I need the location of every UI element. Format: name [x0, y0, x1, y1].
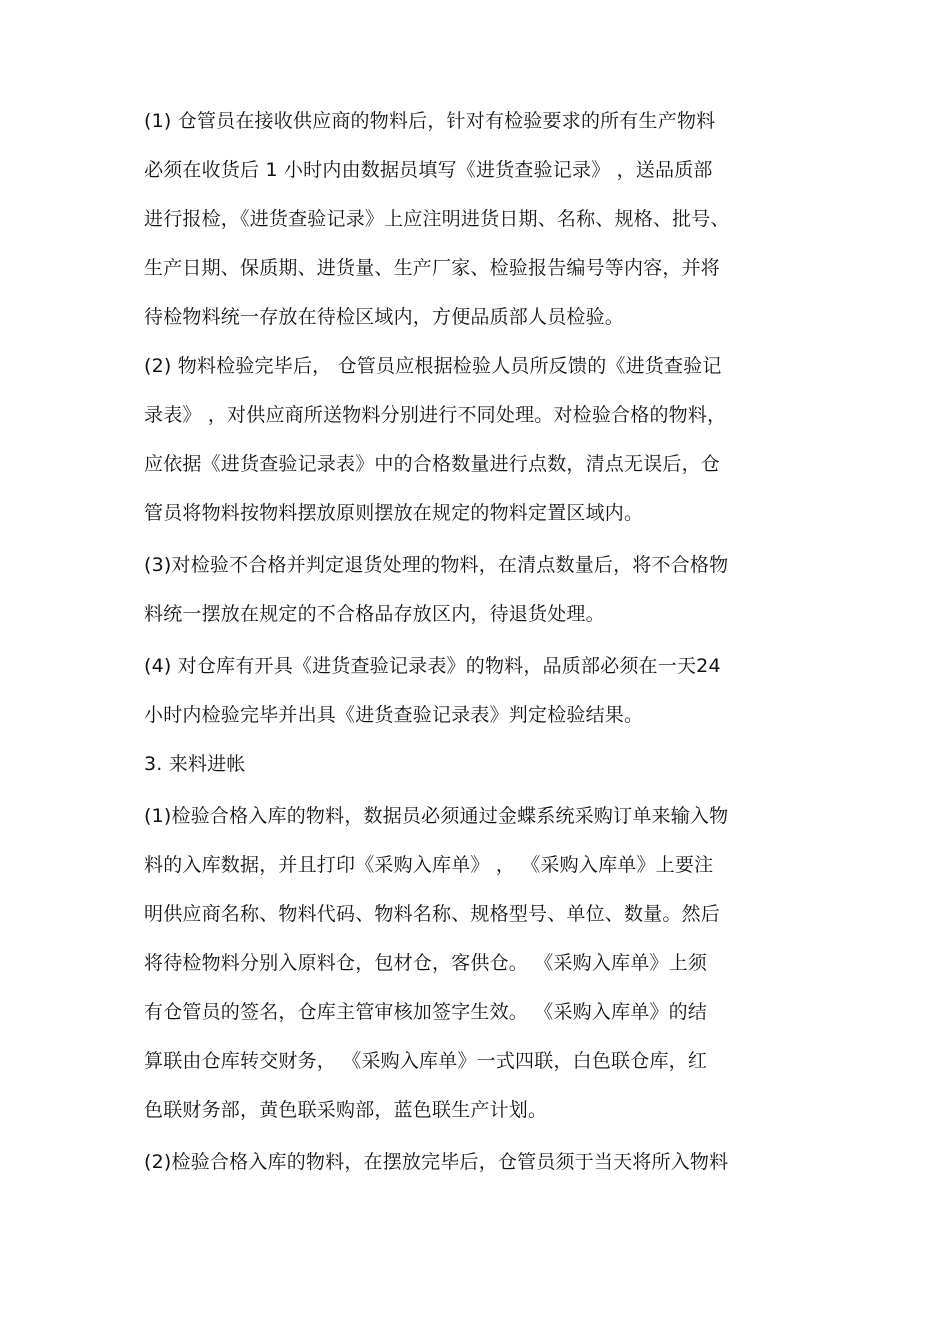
text-line: (3)对检验不合格并判定退货处理的物料，在清点数量后，将不合格物	[144, 554, 729, 576]
text-line: (1) 仓管员在接收供应商的物料后，针对有检验要求的所有生产物料	[144, 110, 716, 132]
section-heading: 3. 来料进帐	[144, 753, 246, 775]
text-line: 色联财务部，黄色联采购部，蓝色联生产计划。	[144, 1099, 548, 1121]
text-line: 算联由仓库转交财务， 《采购入库单》一式四联，白色联仓库，红	[144, 1050, 708, 1072]
text-line: (1)检验合格入库的物料，数据员必须通过金蝶系统采购订单来输入物	[144, 805, 729, 827]
text-line: 应依据《进货查验记录表》中的合格数量进行点数，清点无误后，仓	[144, 453, 721, 475]
text-line: (2) 物料检验完毕后， 仓管员应根据检验人员所反馈的《进货查验记	[144, 355, 722, 377]
text-line: 小时内检验完毕并出具《进货查验记录表》判定检验结果。	[144, 704, 644, 726]
text-line: 录表》 ，对供应商所送物料分别进行不同处理。对检验合格的物料，	[144, 404, 727, 426]
text-line: 进行报检，《进货查验记录》上应注明进货日期、名称、规格、批号、	[144, 208, 730, 230]
text-line: 生产日期、保质期、进货量、生产厂家、检验报告编号等内容，并将	[144, 257, 721, 279]
text-line: 待检物料统一存放在待检区域内，方便品质部人员检验。	[144, 306, 625, 328]
text-line: 管员将物料按物料摆放原则摆放在规定的物料定置区域内。	[144, 502, 644, 524]
text-line: 将待检物料分别入原料仓，包材仓，客供仓。 《采购入库单》上须	[144, 952, 708, 974]
text-line: 有仓管员的签名，仓库主管审核加签字生效。 《采购入库单》的结	[144, 1001, 708, 1023]
text-line: (4) 对仓库有开具《进货查验记录表》的物料，品质部必须在一天24	[144, 655, 721, 677]
text-line: (2)检验合格入库的物料，在摆放完毕后，仓管员须于当天将所入物料	[144, 1151, 729, 1173]
text-line: 必须在收货后 1 小时内由数据员填写《进货查验记录》 ，送品质部	[144, 159, 713, 181]
text-line: 料统一摆放在规定的不合格品存放区内，待退货处理。	[144, 603, 605, 625]
text-line: 明供应商名称、物料代码、物料名称、规格型号、单位、数量。然后	[144, 903, 721, 925]
text-line: 料的入库数据，并且打印《采购入库单》 ， 《采购入库单》上要注	[144, 854, 714, 876]
